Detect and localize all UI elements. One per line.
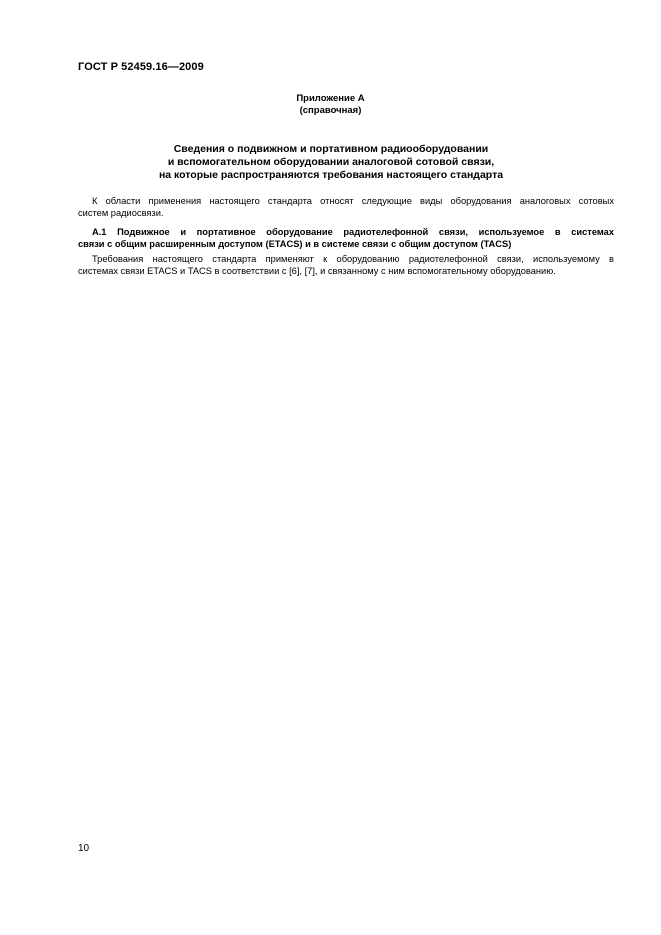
intro-paragraph-line-1: К области применения настоящего стандарта относят следующие виды оборудования аналоговых сотовых: [92, 196, 614, 206]
intro-paragraph-line-2: систем радиосвязи.: [78, 208, 164, 218]
annex-label: Приложение А: [296, 93, 365, 104]
section-a1-paragraph-line-1: Требования настоящего стандарта применяют к оборудованию радиотелефонной связи, используемому в: [92, 254, 614, 264]
section-a1-heading: [78, 226, 614, 250]
annex-heading-line-3: на которые распространяются требования настоящего стандарта: [158, 169, 504, 181]
section-a1-paragraph-line-2: системах связи ETACS и TACS в соответствии с [6], [7], и связанному с ним вспомогательному оборудованию.: [78, 266, 556, 276]
annex-type: (справочная): [299, 105, 362, 116]
section-a1-heading-line-2: связи с общим расширенным доступом (ETACS) и в системе связи с общим доступом (TACS): [78, 239, 512, 249]
intro-paragraph: [78, 195, 614, 219]
section-a1-heading-line-1: А.1 Подвижное и портативное оборудование радиотелефонной связи, используемое в системах: [92, 227, 614, 237]
page-number: 10: [78, 843, 90, 854]
section-a1-paragraph: [78, 253, 614, 277]
annex-heading-line-1: Сведения о подвижном и портативном радиооборудовании: [173, 143, 489, 155]
annex-heading-line-2: и вспомогательном оборудовании аналоговой сотовой связи,: [167, 156, 495, 168]
document-code-header: ГОСТ Р 52459.16—2009: [78, 61, 204, 73]
annex-heading: [78, 143, 584, 182]
